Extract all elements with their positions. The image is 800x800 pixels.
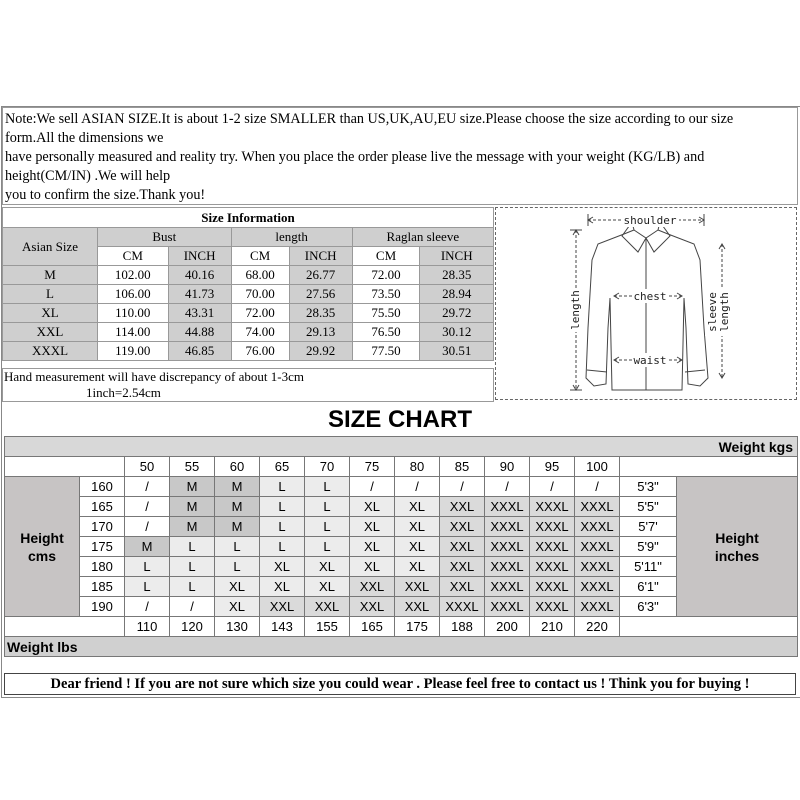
measurement-value: 68.00 — [231, 266, 289, 285]
recommended-size-cell: L — [305, 537, 350, 557]
recommended-size-cell: XL — [350, 517, 395, 537]
measurement-value: 46.85 — [168, 342, 231, 361]
size-information-table — [2, 207, 494, 361]
weight-kg-value: 95 — [530, 457, 575, 477]
recommended-size-cell: XL — [395, 537, 440, 557]
height-cm-value: 185 — [80, 577, 125, 597]
kg-row-end — [620, 457, 798, 477]
size-info-row — [3, 323, 494, 342]
recommended-size-cell: XL — [305, 577, 350, 597]
kg-row-spacer — [5, 457, 125, 477]
measurement-value: 75.50 — [352, 304, 420, 323]
weight-kg-value: 55 — [170, 457, 215, 477]
recommended-size-cell: L — [170, 577, 215, 597]
measurement-value: 110.00 — [98, 304, 169, 323]
size-label: M — [3, 266, 98, 285]
height-cm-value: 175 — [80, 537, 125, 557]
measurement-value: 102.00 — [98, 266, 169, 285]
length-header: length — [231, 228, 352, 247]
recommended-size-cell: XL — [215, 577, 260, 597]
measurement-value: 40.16 — [168, 266, 231, 285]
recommended-size-cell: XXL — [260, 597, 305, 617]
recommended-size-cell: XL — [350, 497, 395, 517]
recommended-size-cell: / — [125, 517, 170, 537]
height-inches-unit: inches — [714, 547, 760, 564]
height-cm-value: 165 — [80, 497, 125, 517]
recommended-size-cell: XL — [395, 517, 440, 537]
asian-size-header: Asian Size — [3, 228, 98, 266]
recommended-size-cell: L — [305, 477, 350, 497]
chest-label: chest — [633, 290, 667, 303]
lbs-row-end — [620, 617, 798, 637]
recommended-size-cell: XL — [215, 597, 260, 617]
recommended-size-cell: XL — [260, 557, 305, 577]
height-inch-value: 6'3" — [620, 597, 677, 617]
note-line: form.All the dimensions we — [5, 130, 164, 146]
unit-header: CM — [352, 247, 420, 266]
recommended-size-cell: XXL — [440, 497, 485, 517]
size-chart-card — [1, 106, 800, 698]
recommended-size-cell: XXL — [440, 537, 485, 557]
recommended-size-cell: / — [530, 477, 575, 497]
recommended-size-cell: M — [170, 497, 215, 517]
recommended-size-cell: XL — [395, 557, 440, 577]
recommended-size-cell: XL — [350, 557, 395, 577]
recommended-size-cell: XXXL — [485, 537, 530, 557]
recommended-size-cell: / — [125, 497, 170, 517]
note-line: Note:We sell ASIAN SIZE.It is about 1-2 size SMALLER than US,UK,AU,EU size.Please choose the size according to our size — [5, 111, 734, 127]
note-line: you to confirm the size.Thank you! — [5, 187, 206, 203]
weight-kgs-label: Weight kgs — [5, 437, 798, 457]
size-info-row — [3, 266, 494, 285]
weight-kg-value: 50 — [125, 457, 170, 477]
recommended-size-cell: XXXL — [440, 597, 485, 617]
recommended-size-cell: M — [125, 537, 170, 557]
weight-kg-value: 100 — [575, 457, 620, 477]
recommended-size-cell: M — [215, 517, 260, 537]
weight-kg-value: 85 — [440, 457, 485, 477]
weight-lbs-value: 175 — [395, 617, 440, 637]
recommended-size-cell: XXXL — [575, 557, 620, 577]
size-label: XL — [3, 304, 98, 323]
measurement-value: 74.00 — [231, 323, 289, 342]
weight-kg-value: 75 — [350, 457, 395, 477]
measurement-value: 26.77 — [289, 266, 352, 285]
weight-lbs-label: Weight lbs — [5, 637, 798, 657]
weight-lbs-value: 110 — [125, 617, 170, 637]
measurement-value: 41.73 — [168, 285, 231, 304]
height-cms-line: Height — [20, 529, 64, 546]
note-line: height(CM/IN) .We will help — [5, 168, 171, 184]
recommended-size-cell: XXXL — [485, 557, 530, 577]
recommended-size-cell: L — [215, 557, 260, 577]
size-chart-table — [4, 436, 798, 657]
recommended-size-cell: L — [305, 517, 350, 537]
height-cms-label — [5, 477, 80, 617]
height-inch-value: 5'9" — [620, 537, 677, 557]
contact-footer: Dear friend ! If you are not sure which size you could wear . Please feel free to contact us ! Think you for buying ! — [4, 673, 796, 695]
weight-kg-value: 70 — [305, 457, 350, 477]
recommended-size-cell: XXL — [440, 557, 485, 577]
height-cm-value: 160 — [80, 477, 125, 497]
recommended-size-cell: XXL — [440, 577, 485, 597]
bust-header: Bust — [98, 228, 232, 247]
recommended-size-cell: XXXL — [530, 537, 575, 557]
recommended-size-cell: XXXL — [575, 577, 620, 597]
recommended-size-cell: L — [260, 477, 305, 497]
unit-header: INCH — [420, 247, 494, 266]
weight-lbs-value: 220 — [575, 617, 620, 637]
size-label: XXXL — [3, 342, 98, 361]
sleeve-length-label: length — [718, 292, 731, 332]
recommended-size-cell: XXXL — [530, 497, 575, 517]
shirt-measurement-diagram — [495, 207, 797, 400]
weight-lbs-value: 143 — [260, 617, 305, 637]
lbs-row-spacer — [5, 617, 125, 637]
measurement-value: 30.12 — [420, 323, 494, 342]
weight-kg-value: 60 — [215, 457, 260, 477]
recommended-size-cell: XXL — [395, 577, 440, 597]
size-info-row — [3, 304, 494, 323]
recommended-size-cell: XL — [350, 537, 395, 557]
measurement-value: 28.35 — [420, 266, 494, 285]
recommended-size-cell: M — [170, 477, 215, 497]
recommended-size-cell: XXXL — [485, 517, 530, 537]
recommended-size-cell: L — [215, 537, 260, 557]
weight-lbs-value: 188 — [440, 617, 485, 637]
weight-lbs-value: 165 — [350, 617, 395, 637]
recommended-size-cell: L — [260, 537, 305, 557]
shirt-illustration — [496, 208, 796, 399]
weight-lbs-value: 120 — [170, 617, 215, 637]
measurement-value: 30.51 — [420, 342, 494, 361]
note-line: have personally measured and reality try. When you place the order please live the message with your weight (KG/LB) and — [5, 149, 705, 165]
height-inches-label — [677, 477, 798, 617]
recommended-size-cell: L — [170, 537, 215, 557]
measurement-value: 29.72 — [420, 304, 494, 323]
recommended-size-cell: XXXL — [575, 537, 620, 557]
recommended-size-cell: XXL — [350, 577, 395, 597]
weight-kg-value: 65 — [260, 457, 305, 477]
height-inch-value: 5'11" — [620, 557, 677, 577]
recommended-size-cell: XXXL — [530, 557, 575, 577]
recommended-size-cell: XL — [260, 577, 305, 597]
hand-note-line: Hand measurement will have discrepancy of about 1-3cm — [4, 369, 304, 384]
weight-kg-value: 80 — [395, 457, 440, 477]
recommended-size-cell: / — [170, 597, 215, 617]
measurement-value: 119.00 — [98, 342, 169, 361]
height-inch-value: 6'1" — [620, 577, 677, 597]
recommended-size-cell: L — [260, 517, 305, 537]
recommended-size-cell: XXXL — [530, 577, 575, 597]
recommended-size-cell: / — [440, 477, 485, 497]
measurement-value: 77.50 — [352, 342, 420, 361]
recommended-size-cell: XXXL — [575, 517, 620, 537]
measurement-value: 73.50 — [352, 285, 420, 304]
measurement-value: 72.00 — [231, 304, 289, 323]
recommended-size-cell: XXL — [440, 517, 485, 537]
size-info-row — [3, 342, 494, 361]
recommended-size-cell: XXL — [305, 597, 350, 617]
measurement-value: 44.88 — [168, 323, 231, 342]
length-label: length — [569, 290, 582, 330]
height-cm-value: 170 — [80, 517, 125, 537]
recommended-size-cell: / — [125, 597, 170, 617]
measurement-value: 76.00 — [231, 342, 289, 361]
size-label: L — [3, 285, 98, 304]
recommended-size-cell: XL — [395, 497, 440, 517]
unit-header: CM — [231, 247, 289, 266]
recommended-size-cell: XXL — [350, 597, 395, 617]
recommended-size-cell: XXXL — [575, 497, 620, 517]
size-note — [2, 107, 798, 205]
measurement-value: 70.00 — [231, 285, 289, 304]
weight-lbs-value: 210 — [530, 617, 575, 637]
size-label: XXL — [3, 323, 98, 342]
measurement-value: 76.50 — [352, 323, 420, 342]
recommended-size-cell: / — [350, 477, 395, 497]
measurement-value: 114.00 — [98, 323, 169, 342]
recommended-size-cell: / — [395, 477, 440, 497]
recommended-size-cell: XXXL — [485, 497, 530, 517]
height-inch-value: 5'5" — [620, 497, 677, 517]
recommended-size-cell: XXL — [395, 597, 440, 617]
raglan-sleeve-header: Raglan sleeve — [352, 228, 493, 247]
recommended-size-cell: XL — [305, 557, 350, 577]
recommended-size-cell: / — [125, 477, 170, 497]
height-inch-value: 5'3" — [620, 477, 677, 497]
waist-label: waist — [633, 354, 667, 367]
recommended-size-cell: L — [125, 557, 170, 577]
measurement-value: 27.56 — [289, 285, 352, 304]
height-inch-value: 5'7' — [620, 517, 677, 537]
hand-measurement-note — [2, 368, 494, 402]
recommended-size-cell: L — [125, 577, 170, 597]
height-cm-value: 180 — [80, 557, 125, 577]
measurement-value: 29.13 — [289, 323, 352, 342]
recommended-size-cell: M — [215, 477, 260, 497]
size-info-row — [3, 285, 494, 304]
recommended-size-cell: XXXL — [485, 577, 530, 597]
weight-lbs-value: 130 — [215, 617, 260, 637]
unit-header: INCH — [168, 247, 231, 266]
recommended-size-cell: XXXL — [530, 597, 575, 617]
unit-header: INCH — [289, 247, 352, 266]
recommended-size-cell: M — [215, 497, 260, 517]
weight-kg-value: 90 — [485, 457, 530, 477]
height-inches-line: Height — [715, 529, 759, 546]
size-chart-row — [5, 477, 798, 497]
size-info-title: Size Information — [3, 208, 494, 228]
measurement-value: 28.35 — [289, 304, 352, 323]
measurement-value: 72.00 — [352, 266, 420, 285]
recommended-size-cell: XXXL — [485, 597, 530, 617]
recommended-size-cell: XXXL — [575, 597, 620, 617]
size-chart-title: SIZE CHART — [328, 406, 472, 433]
measurement-value: 29.92 — [289, 342, 352, 361]
measurement-value: 28.94 — [420, 285, 494, 304]
recommended-size-cell: / — [575, 477, 620, 497]
inch-conversion-note: 1inch=2.54cm — [86, 385, 161, 400]
recommended-size-cell: XXXL — [530, 517, 575, 537]
recommended-size-cell: L — [305, 497, 350, 517]
height-cms-unit: cms — [27, 547, 57, 564]
weight-lbs-value: 200 — [485, 617, 530, 637]
recommended-size-cell: / — [485, 477, 530, 497]
unit-header: CM — [98, 247, 169, 266]
recommended-size-cell: M — [170, 517, 215, 537]
shoulder-label: shoulder — [623, 214, 677, 227]
weight-lbs-value: 155 — [305, 617, 350, 637]
height-cm-value: 190 — [80, 597, 125, 617]
measurement-value: 43.31 — [168, 304, 231, 323]
measurement-value: 106.00 — [98, 285, 169, 304]
recommended-size-cell: L — [170, 557, 215, 577]
recommended-size-cell: L — [260, 497, 305, 517]
sleeve-label: sleeve — [706, 292, 719, 332]
